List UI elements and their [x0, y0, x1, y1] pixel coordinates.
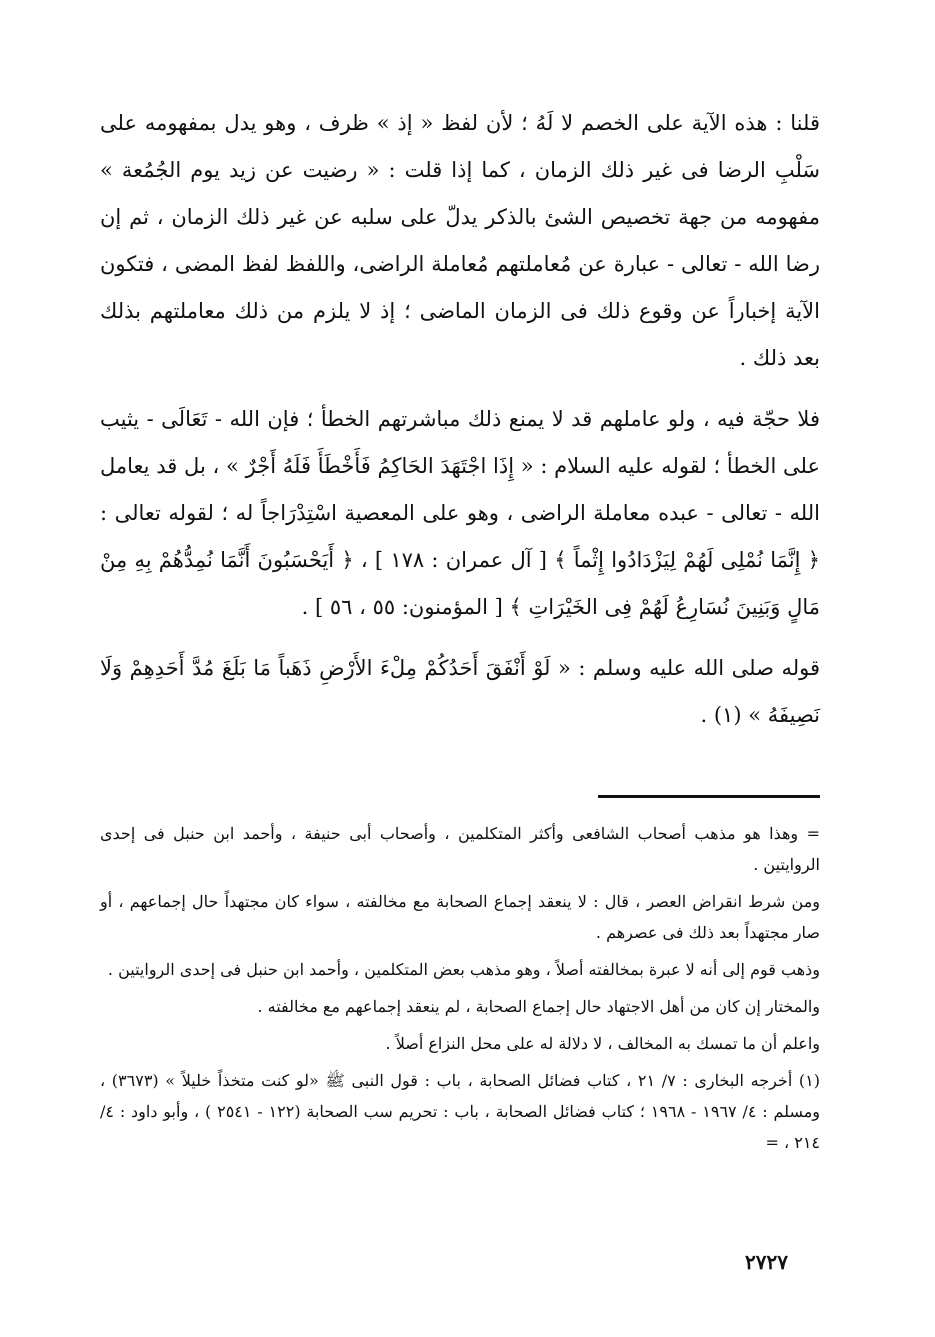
footnote-paragraph: ومن شرط انقراض العصر ، قال : لا ينعقد إجماع الصحابة مع مخالفته ، سواء كان مجتهداً حال إجماعهم ، أو صار مجتهداً بعد ذلك فى عصرهم .	[100, 892, 820, 942]
footnotes	[100, 818, 820, 1164]
footnote-paragraph: (١) أخرجه البخارى : ٧/ ٢١ ، كتاب فضائل الصحابة ، باب : قول النبى ﷺ «لو كنت متخذاً خليلاً » (٣٦٧٣) ، ومسلم : ٤/ ١٩٦٧ - ١٩٦٨ ؛ كتاب فضائل الصحابة ، باب : تحريم سب الصحابة (١٢٢ - ٢٥٤١ ) ، وأبو داود : ٤/ ٢١٤ ، =	[100, 1071, 821, 1152]
paragraph: قوله صلى الله عليه وسلم : « لَوْ أَنْفَقَ أَحَدُكُمْ مِلْءَ الأَرْضِ ذَهَباً مَا بَلَغَ مُدَّ أَحَدِهِمْ وَلَا نَصِيفَهُ » (١) .	[100, 656, 820, 727]
main-text	[100, 100, 820, 753]
paragraph: فلا حجّة فيه ، ولو عاملهم قد لا يمنع ذلك مباشرتهم الخطأ ؛ فإن الله - تَعَالَى - يثيب على الخطأ ؛ لقوله عليه السلام : « إِذَا اجْتَهَدَ الحَاكِمُ فَأَخْطَأَ فَلَهُ أَجْرٌ » ، بل قد يعامل الله - تعالى - عبده معاملة الراضى ، وهو على المعصية اسْتِدْرَاجاً له ؛ لقوله تعالى : ﴿ إِنَّمَا نُمْلِى لَهُمْ لِيَزْدَادُوا إِثْماً ﴾ [ آل عمران : ١٧٨ ] ، ﴿ أَيَحْسَبُونَ أَنَّمَا نُمِدُّهُمْ بِهِ مِنْ مَالٍ وَبَنِينَ نُسَارِعُ لَهُمْ فِى الخَيْرَاتِ ﴾ [ المؤمنون: ٥٥ ، ٥٦ ] .	[100, 407, 820, 619]
footnote-paragraph: وذهب قوم إلى أنه لا عبرة بمخالفته أصلاً ، وهو مذهب بعض المتكلمين ، وأحمد ابن حنبل فى إحدى الروايتين .	[107, 960, 820, 979]
page-number: ٢٧٢٧	[745, 1250, 788, 1274]
footnote-paragraph: = وهذا هو مذهب أصحاب الشافعى وأكثر المتكلمين ، وأصحاب أبى حنيفة ، وأحمد ابن حنبل فى إحدى الروايتين .	[100, 824, 820, 874]
footnote-divider	[598, 795, 820, 798]
footnote-paragraph: واعلم أن ما تمسك به المخالف ، لا دلالة له على محل النزاع أصلاً .	[385, 1034, 820, 1053]
footnote-paragraph: والمختار إن كان من أهل الاجتهاد حال إجماع الصحابة ، لم ينعقد إجماعهم مع مخالفته .	[257, 997, 820, 1016]
paragraph: قلنا : هذه الآية على الخصم لا لَهُ ؛ لأن لفظ « إذ » ظرف ، وهو يدل بمفهومه على سَلْبِ الرضا فى غير ذلك الزمان ، كما إذا قلت : « رضيت عن زيد يوم الجُمُعة » مفهومه من جهة تخصيص الشئ بالذكر يدلّ على سلبه عن غير ذلك الزمان ، ثم إن رضا الله - تعالى - عبارة عن مُعاملتهم مُعاملة الراضى، واللفظ لفظ المضى ، فتكون الآية إخباراً عن وقوع ذلك فى الزمان الماضى ؛ إذ لا يلزم من ذلك معاملتهم بذلك بعد ذلك .	[100, 111, 820, 370]
